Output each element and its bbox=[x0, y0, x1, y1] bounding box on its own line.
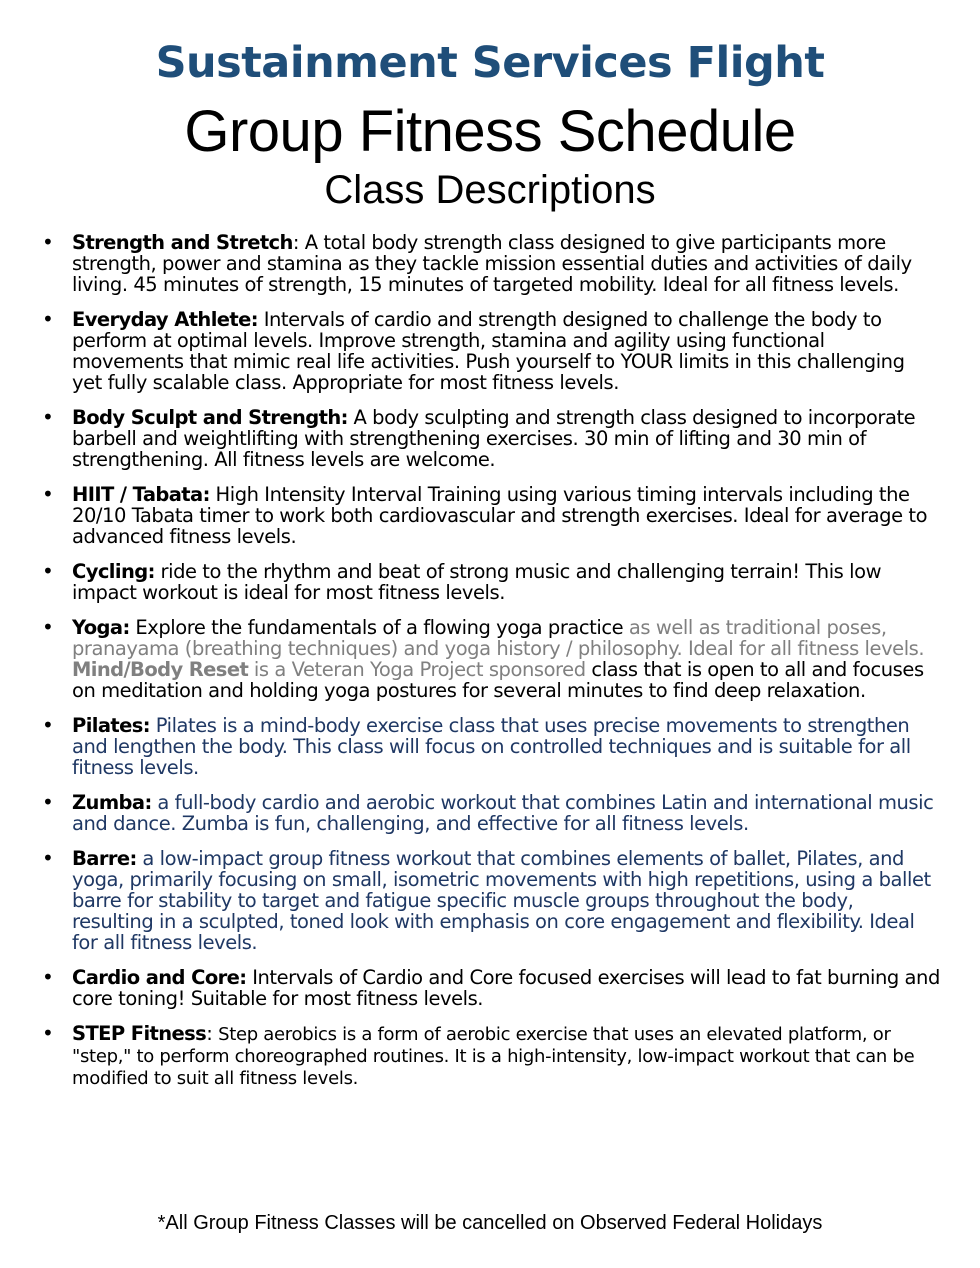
class-item-cardio-and-core bbox=[0, 967, 960, 1009]
bullet-icon: • bbox=[42, 230, 54, 254]
bullet-icon: • bbox=[42, 482, 54, 506]
class-description: Intervals of Cardio and Core focused exercises will lead to fat burning and core toning! Suitable for most fitness levels. bbox=[72, 966, 940, 1010]
page-subtitle: Class Descriptions bbox=[324, 168, 656, 212]
class-item-everyday-athlete bbox=[0, 309, 960, 393]
class-name: Cardio and Core: bbox=[72, 966, 247, 989]
class-description: A body sculpting and strength class designed to incorporate barbell and weightlifting with strengthening exercises. 30 min of lifting and 30 min of strengthening. All fitness levels are welcome. bbox=[72, 406, 916, 471]
class-item-body-sculpt-and-strength bbox=[0, 407, 960, 470]
class-item-pilates bbox=[0, 715, 960, 778]
class-name: Barre: bbox=[72, 847, 137, 870]
class-description-part-a: Explore the fundamentals of a flowing yoga practice bbox=[129, 616, 624, 639]
bullet-icon: • bbox=[42, 790, 54, 814]
class-name: Body Sculpt and Strength: bbox=[72, 406, 348, 429]
class-name: Pilates: bbox=[72, 714, 150, 737]
class-description: a low-impact group fitness workout that combines elements of ballet, Pilates, and yoga, primarily focusing on small, isometric movements with high repetitions, using a ballet barre for stability to target and fatigue specific muscle groups throughout the body, resulting in a sculpted, toned look with emphasis on core engagement and flexibility. Ideal for all fitness levels. bbox=[72, 847, 931, 954]
class-name: STEP Fitness bbox=[72, 1022, 207, 1045]
bullet-icon: • bbox=[42, 615, 54, 639]
class-item-hiit-tabata bbox=[0, 484, 960, 547]
class-description: Intervals of cardio and strength designed to challenge the body to perform at optimal levels. Improve strength, stamina and agility using functional movements that mimic real life activities. Push yourself to YOUR limits in this challenging yet fully scalable class. Appropriate for most fitness levels. bbox=[72, 308, 905, 394]
page-title: Group Fitness Schedule bbox=[184, 99, 796, 164]
bullet-icon: • bbox=[42, 846, 54, 870]
class-name-mind-body-reset: Mind/Body Reset bbox=[72, 658, 249, 681]
class-name: Cycling: bbox=[72, 560, 155, 583]
class-name: Strength and Stretch bbox=[72, 231, 293, 254]
holiday-notice: *All Group Fitness Classes will be cancelled on Observed Federal Holidays bbox=[157, 1212, 823, 1234]
bullet-icon: • bbox=[42, 713, 54, 737]
class-name-separator: : bbox=[292, 231, 305, 254]
class-description: Step aerobics is a form of aerobic exercise that uses an elevated platform, or "step," to perform choreographed routines. It is a high-intensity, low-impact workout that can be modified to suit all fitness levels. bbox=[72, 1024, 915, 1089]
bullet-icon: • bbox=[42, 405, 54, 429]
class-name: HIIT / Tabata: bbox=[72, 483, 210, 506]
class-item-zumba bbox=[0, 792, 960, 834]
class-description: ride to the rhythm and beat of strong music and challenging terrain! This low impact workout is ideal for most fitness levels. bbox=[72, 560, 882, 604]
organization-name: Sustainment Services Flight bbox=[155, 38, 825, 88]
class-name-separator: : bbox=[206, 1022, 219, 1045]
class-description: a full-body cardio and aerobic workout that combines Latin and international music and dance. Zumba is fun, challenging, and effective for all fitness levels. bbox=[72, 791, 934, 835]
class-description: High Intensity Interval Training using various timing intervals including the 20/10 Tabata timer to work both cardiovascular and strength exercises. Ideal for average to advanced fitness levels. bbox=[72, 483, 928, 548]
class-item-step-fitness bbox=[0, 1023, 960, 1089]
class-description-list bbox=[0, 232, 960, 1103]
class-description-part-b: as well as traditional poses, pranayama (breathing techniques) and yoga history / philosophy. Ideal for all fitness levels. bbox=[72, 616, 925, 660]
class-item-cycling bbox=[0, 561, 960, 603]
class-name: Yoga: bbox=[72, 616, 130, 639]
bullet-icon: • bbox=[42, 307, 54, 331]
bullet-icon: • bbox=[42, 559, 54, 583]
class-item-barre bbox=[0, 848, 960, 953]
class-description: A total body strength class designed to give participants more strength, power and stamina as they tackle mission essential duties and activities of daily living. 45 minutes of strength, 15 minutes of targeted mobility. Ideal for all fitness levels. bbox=[72, 231, 912, 296]
class-description: Pilates is a mind-body exercise class that uses precise movements to strengthen and lengthen the body. This class will focus on controlled techniques and is suitable for all fitness levels. bbox=[72, 714, 911, 779]
class-item-yoga bbox=[0, 617, 960, 701]
class-description-part-c: is a Veteran Yoga Project sponsored bbox=[248, 658, 586, 681]
class-item-strength-and-stretch bbox=[0, 232, 960, 295]
bullet-icon: • bbox=[42, 965, 54, 989]
class-name: Everyday Athlete: bbox=[72, 308, 258, 331]
bullet-icon: • bbox=[42, 1021, 54, 1045]
class-description-part-d: class that is open to all and focuses on meditation and holding yoga postures for several minutes to find deep relaxation. bbox=[72, 658, 924, 702]
class-name: Zumba: bbox=[72, 791, 152, 814]
